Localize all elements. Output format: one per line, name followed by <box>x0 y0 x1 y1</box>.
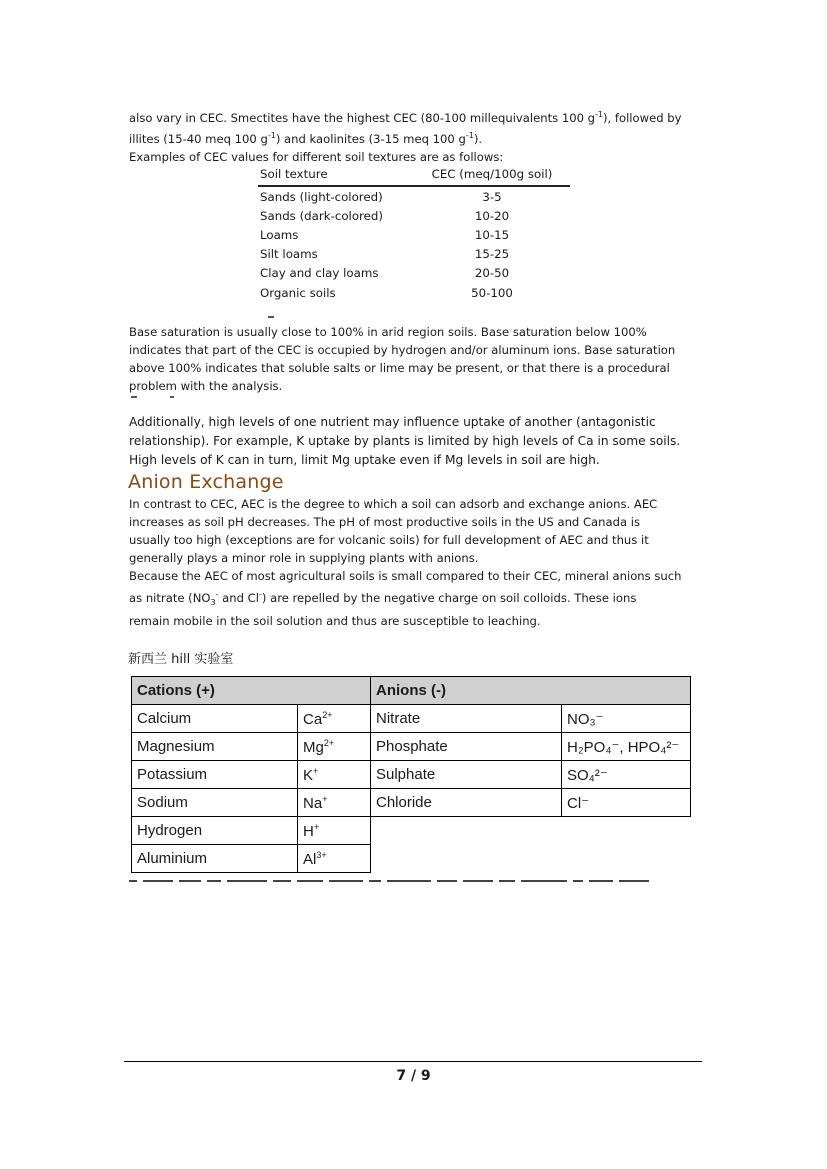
superscript: -1 <box>595 110 604 119</box>
text: usually too high (exceptions are for volcanic soils) for full development of AEC and thus it <box>129 533 649 547</box>
table-row <box>132 761 691 789</box>
anion-formula: NO₃⁻ <box>562 705 691 733</box>
table-row <box>132 845 691 873</box>
page-number: 7 / 9 <box>396 1068 431 1084</box>
text: High levels of K can in turn, limit Mg uptake even if Mg levels in soil are high. <box>129 453 600 467</box>
table-row <box>258 264 570 283</box>
text: increases as soil pH decreases. The pH of most productive soils in the US and Canada is <box>129 515 641 529</box>
charge: 3+ <box>316 849 327 860</box>
text: remain mobile in the soil solution and thus are susceptible to leaching. <box>129 614 541 629</box>
text: In contrast to CEC, AEC is the degree to which a soil can adsorb and exchange anions. AEC <box>129 497 658 511</box>
anions-header: Anions (-) <box>371 677 691 705</box>
cec-table <box>258 165 570 302</box>
cation-name: Sodium <box>132 789 298 817</box>
charge: 2+ <box>322 709 333 720</box>
table-row <box>132 733 691 761</box>
table-cell: 10-15 <box>474 227 510 242</box>
ion-table <box>131 676 691 873</box>
charge: + <box>322 793 328 804</box>
text: Base saturation is usually close to 100% in arid region soils. Base saturation below 100% <box>129 325 647 339</box>
text: Examples of CEC values for different soil textures are as follows: <box>129 149 504 164</box>
text: as nitrate (NO <box>129 590 211 605</box>
empty-cell <box>371 845 691 873</box>
symbol-base: H <box>303 822 314 840</box>
table-cell: 10-20 <box>474 208 510 223</box>
cation-symbol <box>298 761 371 789</box>
table-cell: Organic soils <box>260 285 336 300</box>
table-row <box>258 186 570 206</box>
cation-symbol <box>298 705 371 733</box>
table-cell: Clay and clay loams <box>260 266 379 281</box>
subscript: 3 <box>210 598 216 608</box>
symbol-base: Na <box>303 794 323 812</box>
superscript: -1 <box>465 130 474 140</box>
column-header: Soil texture <box>258 165 414 186</box>
column-header: CEC (meq/100g soil) <box>414 165 570 186</box>
table-cell: 20-50 <box>474 266 510 281</box>
symbol-base: Mg <box>303 738 324 756</box>
text: ). <box>473 131 483 146</box>
cation-symbol <box>298 817 371 845</box>
anion-name: Sulphate <box>371 761 562 789</box>
table-row <box>132 789 691 817</box>
cation-name: Potassium <box>132 761 298 789</box>
table-cell: 15-25 <box>474 247 510 262</box>
superscript: - <box>215 590 219 599</box>
text: illites (15-40 meq 100 g <box>129 131 268 146</box>
text: also vary in CEC. Smectites have the highest CEC (80-100 millequivalents 100 g <box>129 110 596 125</box>
cation-name: Calcium <box>132 705 298 733</box>
table-cell: 3-5 <box>482 189 502 204</box>
symbol-base: Al <box>303 850 317 868</box>
anion-formula: SO₄²⁻ <box>562 761 691 789</box>
figure-caption: 新西兰 hill 实验室 <box>128 652 234 667</box>
table-cell: Silt loams <box>260 247 318 262</box>
cations-header: Cations (+) <box>132 677 371 705</box>
table-row <box>258 245 570 264</box>
cation-name: Aluminium <box>132 845 298 873</box>
ion-table-header <box>132 677 691 705</box>
text: and Cl <box>218 590 259 605</box>
anion-formula: Cl⁻ <box>562 789 691 817</box>
scan-artifact <box>268 316 274 318</box>
cation-symbol <box>298 733 371 761</box>
section-heading: Anion Exchange <box>128 471 284 493</box>
intro-paragraph <box>129 106 709 166</box>
symbol-base: Ca <box>303 710 323 728</box>
table-cell: Sands (dark-colored) <box>260 208 383 223</box>
cation-symbol <box>298 845 371 873</box>
anion-formula: H₂PO₄⁻, HPO₄²⁻ <box>562 733 691 761</box>
table-cell: 50-100 <box>471 285 513 300</box>
aec-paragraph <box>129 495 709 585</box>
text: above 100% indicates that soluble salts or lime may be present, or that there is a procedural <box>129 361 670 375</box>
scan-artifact <box>131 396 137 398</box>
text: indicates that part of the CEC is occupied by hydrogen and/or aluminum ions. Base saturation <box>129 343 676 357</box>
cation-name: Hydrogen <box>132 817 298 845</box>
base-saturation-paragraph <box>129 323 709 395</box>
aec-paragraph-continued <box>129 586 709 630</box>
cation-name: Magnesium <box>132 733 298 761</box>
charge: + <box>313 765 319 776</box>
charge: 2+ <box>323 737 335 748</box>
charge: + <box>313 821 320 832</box>
cut-off-text-line <box>129 880 699 886</box>
table-row <box>258 283 570 302</box>
footer-rule <box>124 1061 702 1062</box>
anion-name: Nitrate <box>371 705 562 733</box>
antagonism-paragraph <box>129 413 709 470</box>
text: ), followed by <box>603 110 682 125</box>
scan-artifact <box>170 396 174 398</box>
table-cell: Sands (light-colored) <box>260 189 383 204</box>
text: relationship). For example, K uptake by plants is limited by high levels of Ca in some soils. <box>129 434 681 448</box>
text: ) and kaolinites (3-15 meq 100 g <box>275 131 466 146</box>
text: generally plays a minor role in supplying plants with anions. <box>129 551 479 565</box>
symbol-base: K <box>303 766 314 784</box>
text: Additionally, high levels of one nutrient may influence uptake of another (antagonistic <box>129 415 656 429</box>
text: problem with the analysis. <box>129 379 283 393</box>
cation-symbol <box>298 789 371 817</box>
table-cell: Loams <box>260 227 299 242</box>
table-row <box>132 817 691 845</box>
text: Because the AEC of most agricultural soils is small compared to their CEC, mineral anions such <box>129 569 682 583</box>
cec-table-header <box>258 165 570 186</box>
anion-name: Phosphate <box>371 733 562 761</box>
text: ) are repelled by the negative charge on soil colloids. These ions <box>261 590 637 605</box>
empty-cell <box>371 817 691 845</box>
table-row <box>258 206 570 225</box>
anion-name: Chloride <box>371 789 562 817</box>
superscript: -1 <box>267 130 276 140</box>
table-row <box>132 705 691 733</box>
superscript: - <box>259 590 262 599</box>
table-row <box>258 225 570 244</box>
